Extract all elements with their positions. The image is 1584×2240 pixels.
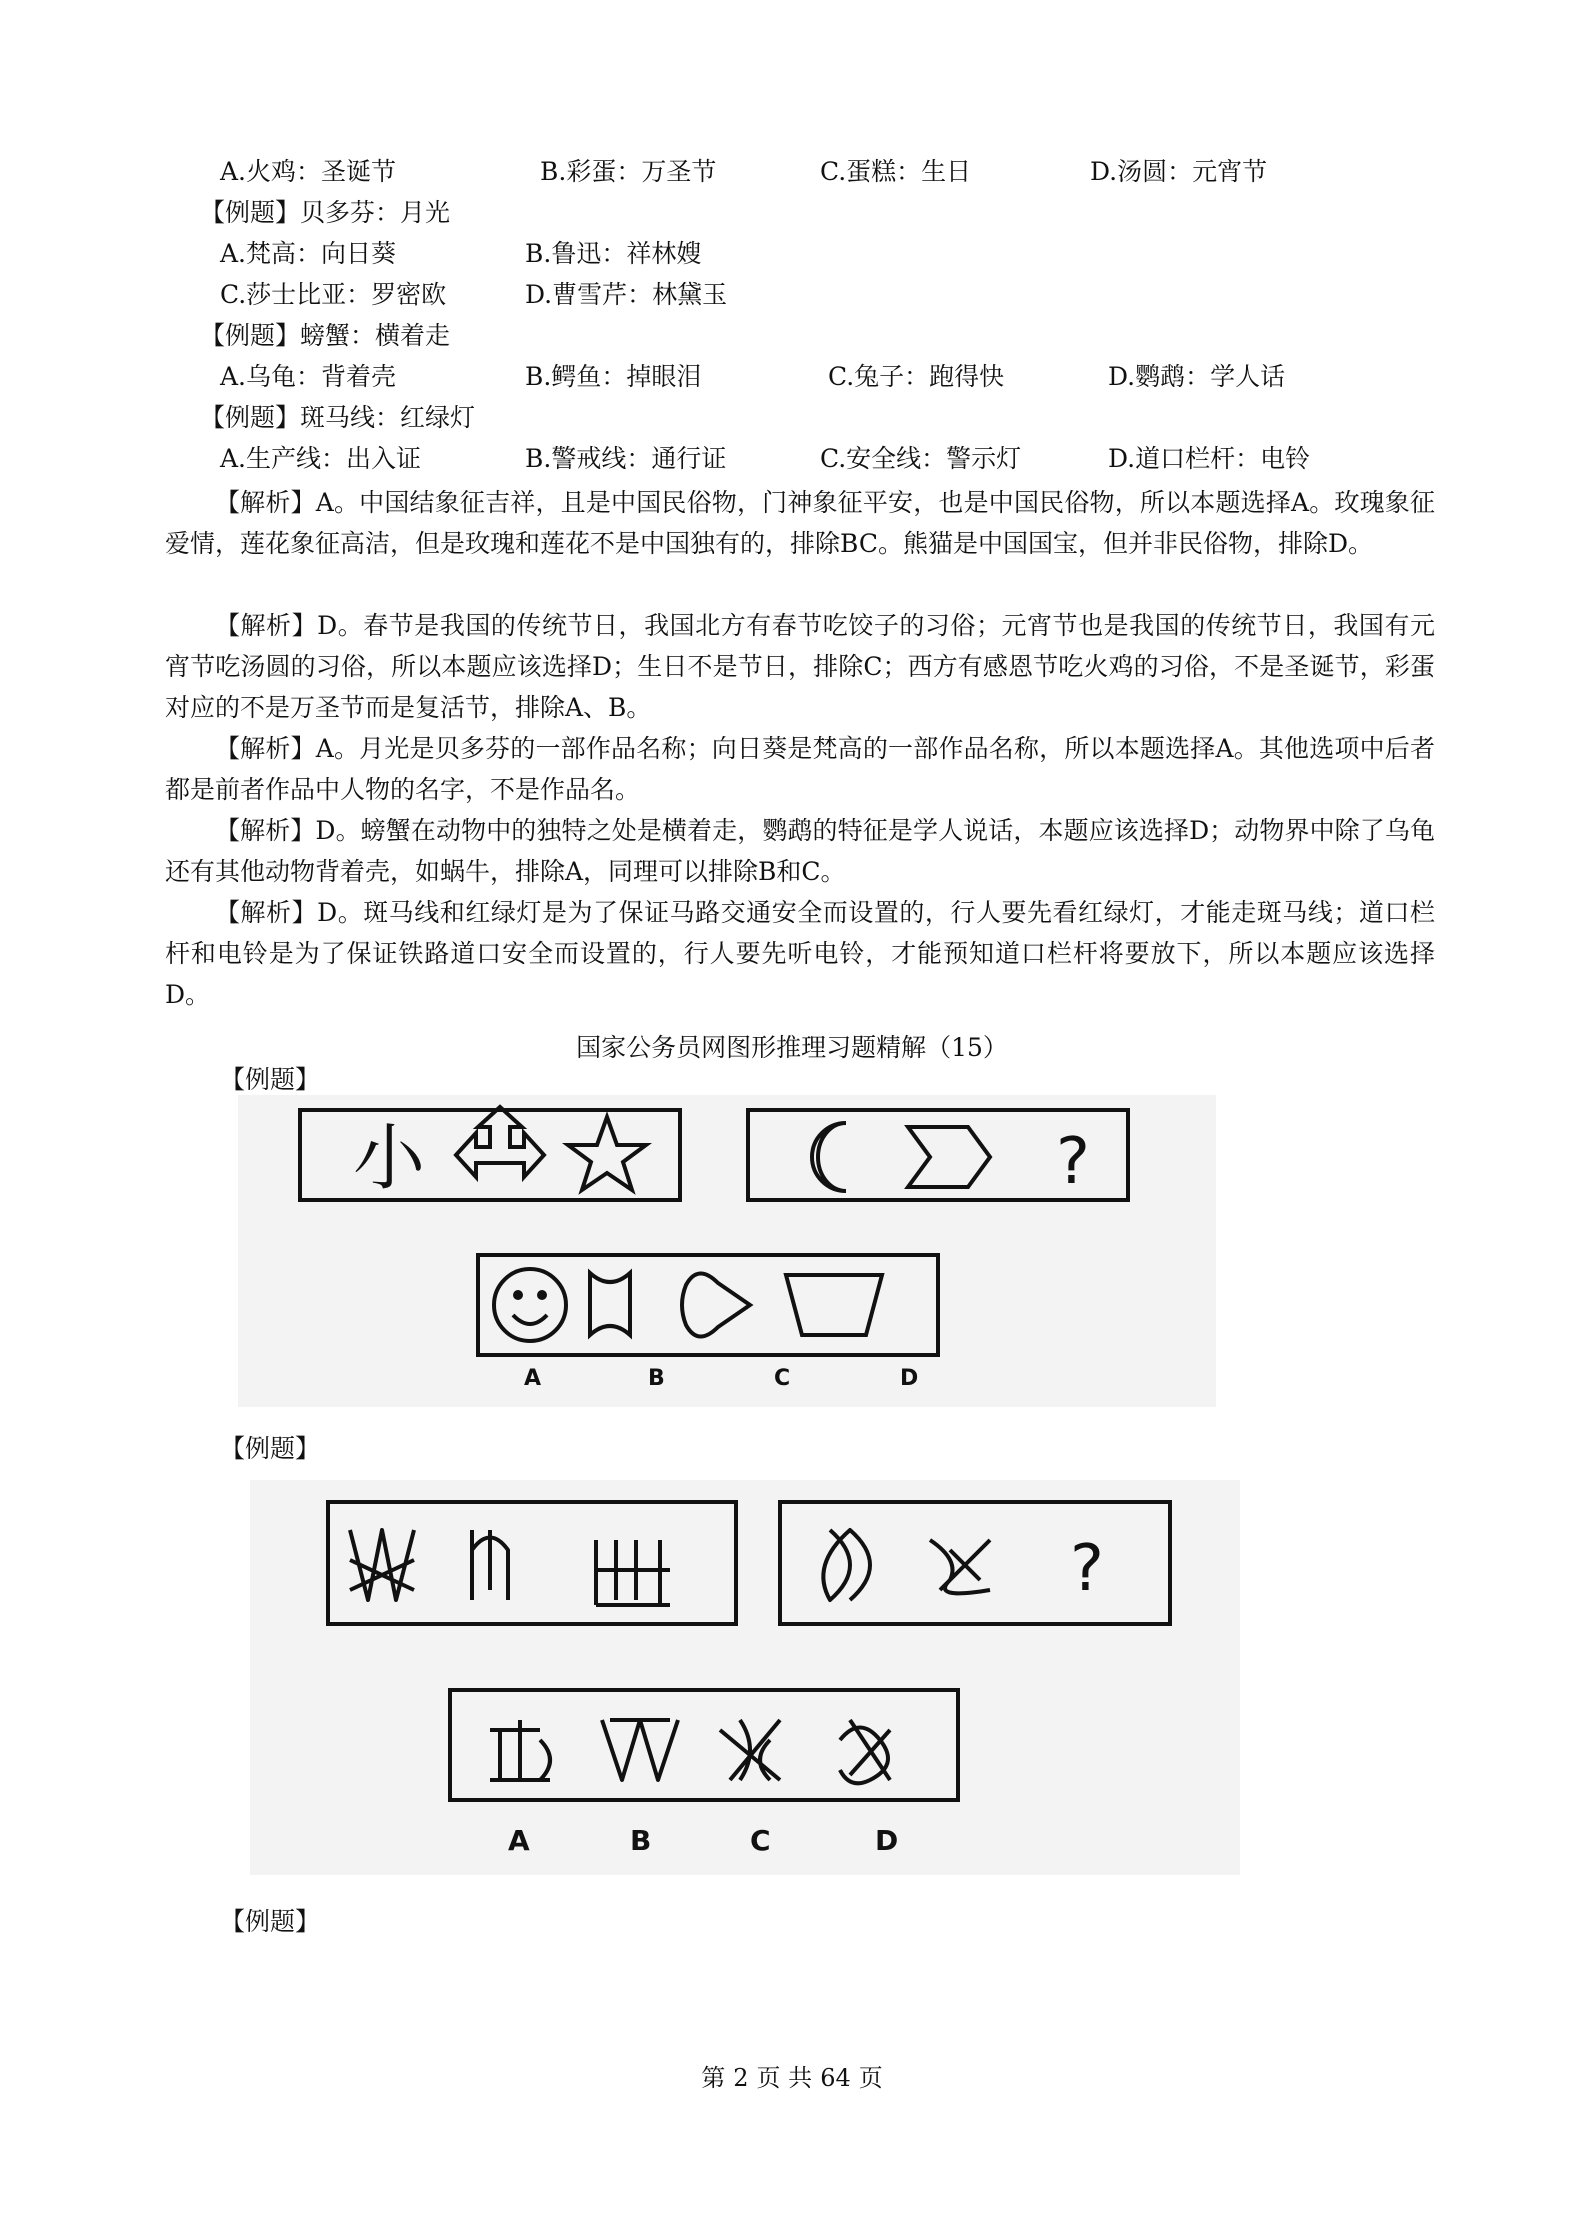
total-pages: 64 bbox=[820, 2064, 851, 2092]
analysis-text: D。春节是我国的传统节日，我国北方有春节吃饺子的习俗；元宵节也是我国的传统节日，我国有元宵节吃汤圆的习俗，所以本题应该选择D；生日不是节日，排除C；西方有感恩节吃火鸡的习俗，不是圣诞节，彩蛋对应的不是万圣节而是复活节，排除A、B。 bbox=[165, 611, 1435, 722]
analysis-4 bbox=[165, 810, 1435, 892]
analysis-1 bbox=[165, 482, 1435, 564]
options-box bbox=[478, 1255, 938, 1355]
figure-example-3-label: 【例题】 bbox=[220, 1907, 321, 1936]
stroke-figure-5-icon bbox=[930, 1540, 990, 1593]
crescent-icon bbox=[812, 1123, 846, 1191]
star-icon bbox=[568, 1117, 646, 1190]
option-d: D.曹雪芹：林黛玉 bbox=[525, 280, 728, 309]
footer-prefix: 第 bbox=[701, 2064, 726, 2092]
stroke-figure-2-icon bbox=[472, 1530, 508, 1600]
example-3-stem bbox=[200, 401, 475, 435]
example-stem: 螃蟹：横着走 bbox=[300, 321, 451, 350]
option-label-a: A bbox=[524, 1366, 542, 1391]
example-stem: 斑马线：红绿灯 bbox=[300, 403, 476, 432]
example-label: 【例题】 bbox=[200, 198, 301, 227]
option-a: A.乌龟：背着壳 bbox=[220, 362, 397, 391]
analysis-5 bbox=[165, 892, 1435, 1015]
option-a: A.梵高：向日葵 bbox=[220, 239, 397, 268]
option-label-b: B bbox=[648, 1366, 665, 1391]
question-mark: ? bbox=[1056, 1125, 1090, 1199]
option-label-d: D bbox=[900, 1366, 919, 1391]
option-b: B.鲁迅：祥林嫂 bbox=[525, 239, 702, 268]
analysis-tag: 【解析】 bbox=[215, 488, 316, 517]
analysis-tag: 【解析】 bbox=[215, 816, 316, 845]
trapezoid-icon bbox=[786, 1275, 882, 1335]
option-d-figure-icon bbox=[840, 1720, 890, 1783]
example-1-stem bbox=[200, 196, 450, 230]
figure-example-2-label: 【例题】 bbox=[220, 1434, 321, 1463]
option-c: C.蛋糕：生日 bbox=[820, 157, 972, 186]
option-label-c: C bbox=[750, 1824, 771, 1857]
figure-example-1-label: 【例题】 bbox=[220, 1065, 321, 1094]
page-footer bbox=[0, 2058, 1584, 2093]
analysis-text: D。螃蟹在动物中的独特之处是横着走，鹦鹉的特征是学人说话，本题应该选择D；动物界中除了乌龟还有其他动物背着壳，如蜗牛，排除A，同理可以排除B和C。 bbox=[165, 816, 1435, 886]
analysis-tag: 【解析】 bbox=[215, 898, 318, 927]
option-d: D.鹦鹉：学人话 bbox=[1108, 362, 1286, 391]
question-mark: ? bbox=[1070, 1532, 1104, 1606]
figure-example-1 bbox=[238, 1095, 1216, 1407]
wavy-shape-icon bbox=[590, 1273, 630, 1335]
option-label-d: D bbox=[875, 1824, 899, 1857]
analysis-2 bbox=[165, 605, 1435, 728]
analysis-tag: 【解析】 bbox=[215, 611, 318, 640]
option-b: B.鳄鱼：掉眼泪 bbox=[525, 362, 702, 391]
stroke-figure-1-icon bbox=[350, 1530, 414, 1600]
glyph-xiao: 小 bbox=[353, 1116, 426, 1200]
option-c: C.安全线：警示灯 bbox=[820, 444, 1022, 473]
question-box-right bbox=[780, 1502, 1170, 1624]
option-a: A.火鸡：圣诞节 bbox=[220, 157, 397, 186]
chevron-icon bbox=[908, 1127, 990, 1187]
option-a-figure-icon bbox=[490, 1720, 550, 1780]
option-c-figure-icon bbox=[720, 1720, 780, 1780]
option-b: B.彩蛋：万圣节 bbox=[540, 157, 717, 186]
example-label: 【例题】 bbox=[200, 321, 301, 350]
example-stem: 贝多芬：月光 bbox=[300, 198, 451, 227]
option-b: B.警戒线：通行证 bbox=[525, 444, 727, 473]
stroke-figure-4-icon bbox=[823, 1530, 870, 1600]
analysis-3 bbox=[165, 728, 1435, 810]
option-label-c: C bbox=[774, 1366, 791, 1391]
example-2-stem bbox=[200, 319, 450, 353]
option-b-figure-icon bbox=[602, 1720, 678, 1780]
figure-example-1-svg bbox=[238, 1095, 1216, 1407]
option-c: C.莎士比亚：罗密欧 bbox=[220, 280, 447, 309]
analysis-text: A。中国结象征吉祥，且是中国民俗物，门神象征平安，也是中国民俗物，所以本题选择A。玫瑰象征爱情，莲花象征高洁，但是玫瑰和莲花不是中国独有的，排除BC。熊猫是中国国宝，但并非民俗物，排除D。 bbox=[165, 488, 1435, 558]
heart-shape-icon bbox=[682, 1273, 750, 1336]
option-c: C.兔子：跑得快 bbox=[828, 362, 1005, 391]
analysis-tag: 【解析】 bbox=[215, 734, 316, 763]
option-a: A.生产线：出入证 bbox=[220, 444, 422, 473]
option-label-b: B bbox=[630, 1824, 652, 1857]
footer-suffix: 页 bbox=[858, 2064, 883, 2092]
figure-example-2-svg bbox=[250, 1480, 1240, 1875]
footer-mid: 页 共 bbox=[756, 2064, 813, 2092]
option-d: D.汤圆：元宵节 bbox=[1090, 157, 1268, 186]
analysis-text: A。月光是贝多芬的一部作品名称；向日葵是梵高的一部作品名称，所以本题选择A。其他选项中后者都是前者作品中人物的名字，不是作品名。 bbox=[165, 734, 1435, 804]
analysis-text: D。斑马线和红绿灯是为了保证马路交通安全而设置的，行人要先看红绿灯，才能走斑马线；道口栏杆和电铃是为了保证铁路道口安全而设置的，行人要先听电铃，才能预知道口栏杆将要放下，所以本题应该选择D。 bbox=[165, 898, 1435, 1009]
page-number: 2 bbox=[733, 2064, 749, 2092]
smiley-icon bbox=[494, 1269, 566, 1341]
section-title: 国家公务员网图形推理习题精解（15） bbox=[576, 1033, 1008, 1062]
example-label: 【例题】 bbox=[200, 403, 301, 432]
stroke-figure-3-icon bbox=[596, 1540, 670, 1605]
figure-example-2 bbox=[250, 1480, 1240, 1875]
option-label-a: A bbox=[508, 1824, 530, 1857]
option-d: D.道口栏杆：电铃 bbox=[1108, 444, 1311, 473]
arrow-icon bbox=[456, 1107, 544, 1177]
